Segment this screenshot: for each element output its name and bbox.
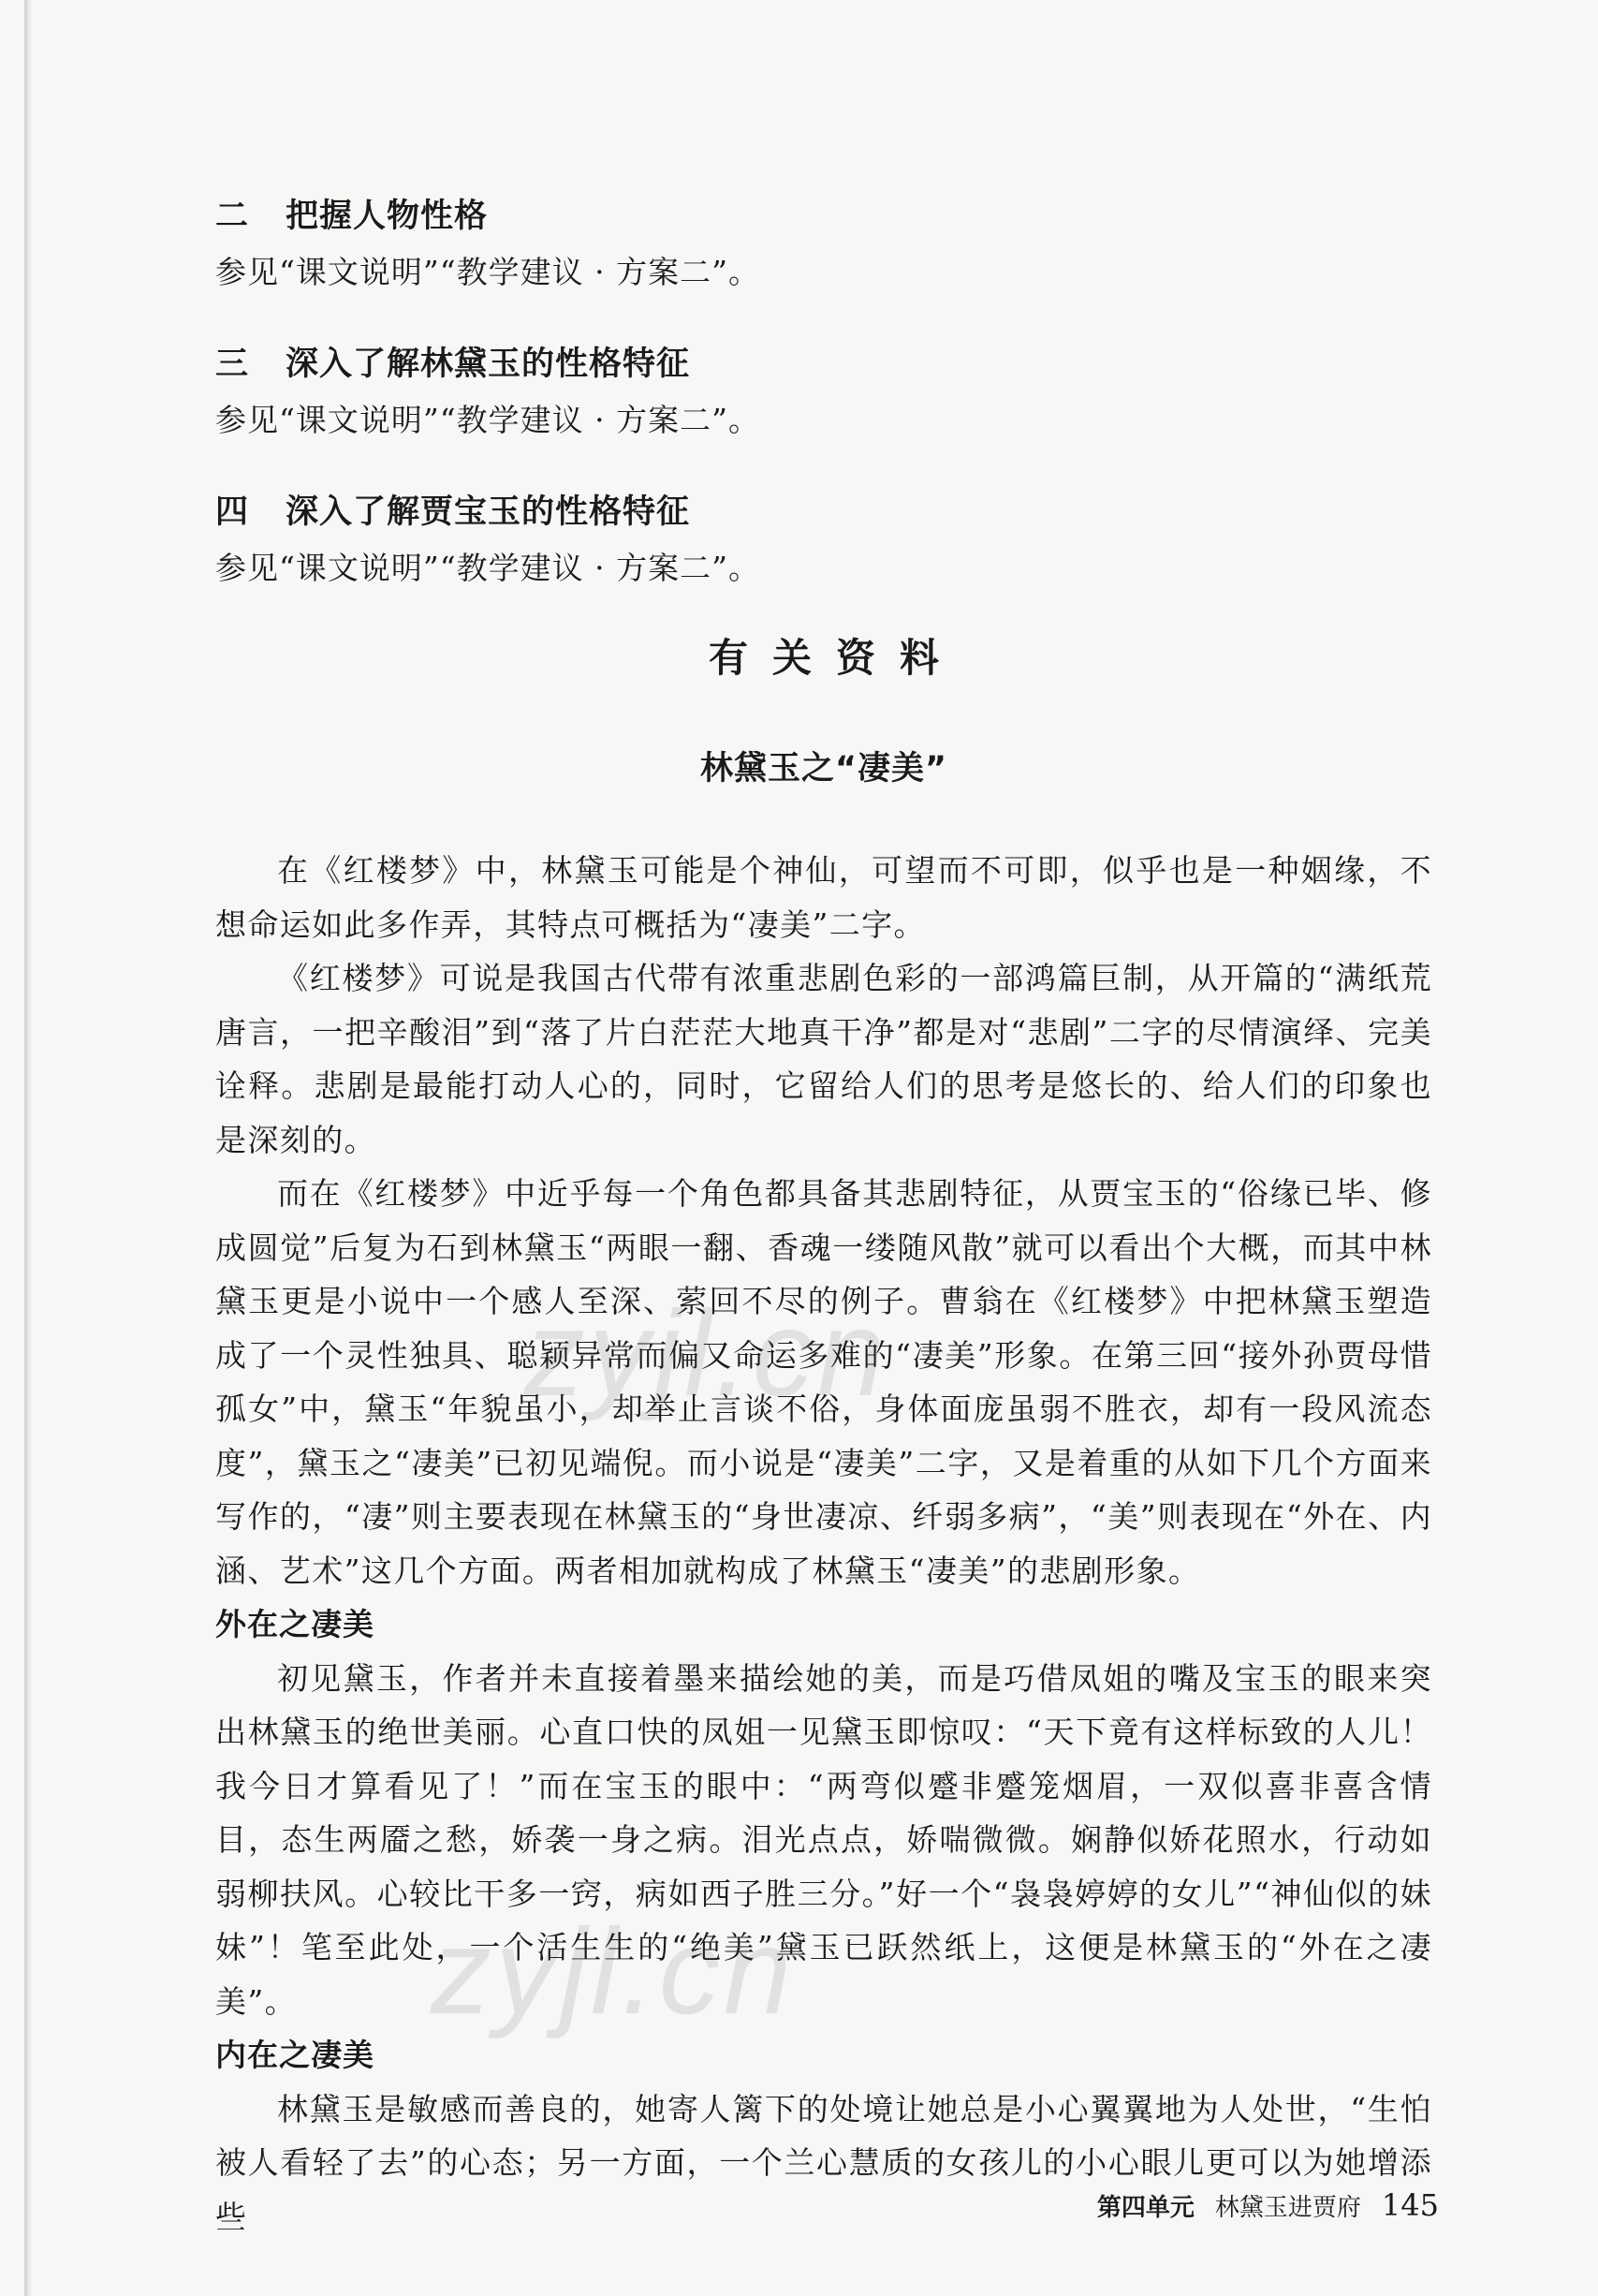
article-title: 林黛玉之“凄美” [699, 750, 947, 787]
footer-unit: 第四单元 [1096, 2194, 1195, 2222]
paragraph: 《红楼梦》可说是我国古代带有浓重悲剧色彩的一部鸿篇巨制，从开篇的“满纸荒唐言，一把辛酸泪”到“落了片白茫茫大地真干净”都是对“悲剧”二字的尽情演绎、完美诠释。悲剧是最能打动人心的，同时，它留给人们的思考是悠长的、给人们的印象也是深刻的。 [215, 960, 1432, 1158]
section-title: 深入了解贾宝玉的性格特征 [286, 493, 691, 531]
subsection-heading-outer-beauty: 外在之凄美 [215, 1606, 374, 1642]
materials-title: 有关资料 [708, 635, 963, 681]
section-reference: 参见“课文说明”“教学建议 · 方案二”。 [215, 550, 760, 586]
page-footer [1097, 2187, 1439, 2223]
section-reference: 参见“课文说明”“教学建议 · 方案二”。 [215, 254, 760, 290]
section-number: 三 [215, 346, 250, 383]
section-number: 二 [215, 198, 250, 235]
section-number: 四 [215, 493, 250, 531]
watermark-top: zyjl.cn [524, 1285, 889, 1421]
article-body [215, 844, 1432, 2244]
section-heading [215, 340, 1432, 389]
section-heading [215, 192, 1432, 241]
paragraph: 初见黛玉，作者并未直接着墨来描绘她的美，而是巧借凤姐的嘴及宝玉的眼来突出林黛玉的绝世美丽。心直口快的凤姐一见黛玉即惊叹：“天下竟有这样标致的人儿！我今日才算看见了！”而在宝玉的眼中：“两弯似蹙非蹙笼烟眉，一双似喜非喜含情目，态生两靥之愁，娇袭一身之病。泪光点点，娇喘微微。娴静似娇花照水，行动如弱柳扶风。心较比干多一窍，病如西子胜三分。”好一个“袅袅婷婷的女儿”“神仙似的妹妹”！笔至此处，一个活生生的“绝美”黛玉已跃然纸上，这便是林黛玉的“外在之凄美”。 [215, 1659, 1432, 2020]
paragraph: 在《红楼梦》中，林黛玉可能是个神仙，可望而不可即，似乎也是一种姻缘，不想命运如此多作弄，其特点可概括为“凄美”二字。 [215, 852, 1432, 943]
section-4 [215, 488, 1432, 593]
section-heading [215, 488, 1432, 537]
subsection-heading-inner-beauty: 内在之凄美 [215, 2037, 374, 2073]
section-title: 深入了解林黛玉的性格特征 [286, 346, 691, 383]
paragraph: 林黛玉是敏感而善良的，她寄人篱下的处境让她总是小心翼翼地为人处世，“生怕被人看轻了去”的心态；另一方面，一个兰心慧质的女孩儿的小心眼儿更可以为她增添些 [215, 2090, 1432, 2235]
section-2 [215, 192, 1432, 297]
paragraph: 而在《红楼梦》中近乎每一个角色都具备其悲剧特征，从贾宝玉的“俗缘已毕、修成圆觉”后复为石到林黛玉“两眼一翻、香魂一缕随风散”就可以看出个大概，而其中林黛玉更是小说中一个感人至深、萦回不尽的例子。曹翁在《红楼梦》中把林黛玉塑造成了一个灵性独具、聪颖异常而偏又命运多难的“凄美”形象。在第三回“接外孙贾母惜孤女”中，黛玉“年貌虽小，却举止言谈不俗，身体面庞虽弱不胜衣，却有一段风流态度”，黛玉之“凄美”已初见端倪。而小说是“凄美”二字，又是着重的从如下几个方面来写作的，“凄”则主要表现在林黛玉的“身世凄凉、纤弱多病”，“美”则表现在“外在、内涵、艺术”这几个方面。两者相加就构成了林黛玉“凄美”的悲剧形象。 [215, 1175, 1432, 1589]
watermark-bottom: zyjl.cn [431, 1903, 796, 2039]
page-number: 145 [1381, 2187, 1439, 2223]
page-binding-edge [24, 0, 32, 2296]
page-content [215, 192, 1432, 2244]
section-3 [215, 340, 1432, 445]
section-reference: 参见“课文说明”“教学建议 · 方案二”。 [215, 402, 760, 438]
footer-lesson: 林黛玉进贾府 [1214, 2194, 1361, 2222]
section-title: 把握人物性格 [286, 198, 489, 235]
